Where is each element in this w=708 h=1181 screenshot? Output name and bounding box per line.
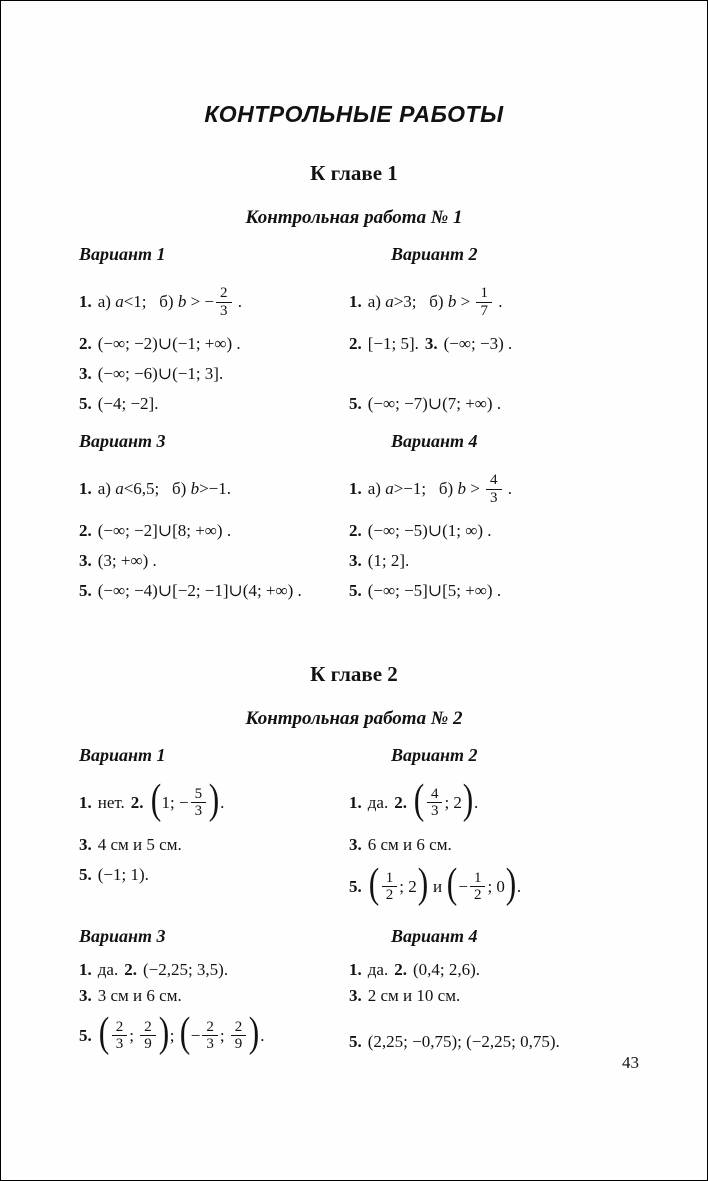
right-paren: ) bbox=[505, 861, 517, 908]
answer-line: 2. (−∞; −2)∪(−1; +∞) . bbox=[79, 334, 241, 354]
answer-line: 1. да. 2. (0,4; 2,6). bbox=[349, 960, 480, 980]
left-paren: ( bbox=[150, 777, 161, 824]
answer-line: 5. ( $\frac{1}{2}$ ; 2 ) и ( − $\frac{1}{2}$ ; 0 ) . bbox=[349, 861, 522, 908]
math-expression: ( $\frac{1}{2}$ ; 2 ) bbox=[368, 861, 428, 908]
answer-line: 2. (−∞; −2]∪[8; +∞) . bbox=[79, 521, 232, 541]
ch2-variant-2-block bbox=[349, 745, 661, 914]
math-expression: ( $\frac{4}{3}$ ; 2 ) bbox=[413, 777, 474, 824]
answer-line: 1. а) a >3; б) b > $\frac{1}{7}$ . bbox=[349, 285, 503, 319]
answer-line: 5. (−1; 1). bbox=[79, 865, 149, 885]
fraction: $\frac{2}{3}$ bbox=[216, 285, 232, 319]
right-paren: ) bbox=[462, 777, 474, 824]
ch2-variant-1-title: Вариант 1 bbox=[79, 745, 166, 765]
fraction: $\frac{1}{2}$ bbox=[382, 870, 398, 904]
chapter-1-row-2 bbox=[1, 431, 707, 606]
answer-line: 1. а) a >−1; б) b > $\frac{4}{3}$ . bbox=[349, 472, 513, 506]
answer-line: 3. 3 см и 6 см. bbox=[79, 986, 182, 1006]
fraction: $\frac{2}{3}$ bbox=[112, 1019, 128, 1053]
ch1-variant-4-block bbox=[349, 431, 661, 606]
left-paren: ( bbox=[98, 1010, 109, 1057]
fraction: $\frac{2}{3}$ bbox=[202, 1019, 218, 1053]
fraction: $\frac{4}{3}$ bbox=[427, 786, 443, 820]
chapter-2-heading: К главе 2 bbox=[310, 662, 398, 686]
chapter-2-row-2 bbox=[1, 926, 707, 1063]
fraction: $\frac{5}{3}$ bbox=[191, 786, 207, 820]
right-paren: ) bbox=[208, 777, 220, 824]
answer-line: 1. а) a <1; б) b > − $\frac{2}{3}$ . bbox=[79, 285, 243, 319]
ch1-variant-2-title: Вариант 2 bbox=[391, 244, 478, 264]
ch1-variant-1-title: Вариант 1 bbox=[79, 244, 166, 264]
ch2-variant-2-title: Вариант 2 bbox=[391, 745, 478, 765]
ch1-variant-3-block bbox=[79, 431, 349, 606]
ch1-variant-4-title: Вариант 4 bbox=[391, 431, 478, 451]
answer-line: 5. ( $\frac{2}{3}$ ; $\frac{2}{9}$ ) ; ( − $\frac{2}{3}$ ; $\frac{2}{9}$ ) . bbox=[79, 1010, 265, 1057]
answer-line: 2. [−1; 5]. 3. (−∞; −3) . bbox=[349, 334, 513, 354]
answer-line: 1. да. 2. (−2,25; 3,5). bbox=[79, 960, 229, 980]
answer-line: 1. да. 2. ( $\frac{4}{3}$ ; 2 ) . bbox=[349, 777, 479, 824]
answer-line: 5. (−∞; −7)∪(7; +∞) . bbox=[349, 394, 502, 414]
answer-line: 3. (3; +∞) . bbox=[79, 551, 157, 571]
chapter-1-work-heading: Контрольная работа № 1 bbox=[245, 207, 463, 228]
answer-line: 2. (−∞; −5)∪(1; ∞) . bbox=[349, 521, 492, 541]
answer-line: 5. (−∞; −5]∪[5; +∞) . bbox=[349, 581, 502, 601]
ch2-variant-3-title: Вариант 3 bbox=[79, 926, 166, 946]
page-title: КОНТРОЛЬНЫЕ РАБОТЫ bbox=[204, 101, 504, 127]
answer-line: 3. 6 см и 6 см. bbox=[349, 835, 452, 855]
fraction: $\frac{4}{3}$ bbox=[486, 472, 502, 506]
ch2-variant-1-block bbox=[79, 745, 349, 914]
left-paren: ( bbox=[368, 861, 379, 908]
left-paren: ( bbox=[413, 777, 425, 824]
right-paren: ) bbox=[417, 861, 428, 908]
ch2-variant-4-title: Вариант 4 bbox=[391, 926, 478, 946]
ch2-variant-4-block bbox=[349, 926, 661, 1063]
chapter-2-work-heading: Контрольная работа № 2 bbox=[245, 708, 463, 729]
answer-line: 1. а) a <6,5; б) b >−1. bbox=[79, 479, 232, 499]
left-paren: ( bbox=[179, 1010, 190, 1057]
answer-line: 3. (−∞; −6)∪(−1; 3]. bbox=[79, 364, 224, 384]
answer-line: 5. (−∞; −4)∪[−2; −1]∪(4; +∞) . bbox=[79, 581, 302, 601]
answer-line: 3. (1; 2]. bbox=[349, 551, 410, 571]
page-number: 43 bbox=[622, 1053, 639, 1072]
fraction: $\frac{1}{7}$ bbox=[476, 285, 492, 319]
right-paren: ) bbox=[249, 1010, 260, 1057]
ch1-variant-2-block bbox=[349, 244, 661, 419]
chapter-1-section bbox=[1, 161, 707, 606]
ch1-variant-3-title: Вариант 3 bbox=[79, 431, 166, 451]
chapter-1-row-1 bbox=[1, 244, 707, 419]
right-paren: ) bbox=[158, 1010, 169, 1057]
math-expression: ( − $\frac{1}{2}$ ; 0 ) bbox=[447, 861, 517, 908]
fraction: $\frac{1}{2}$ bbox=[470, 870, 486, 904]
answer-line: 5. (2,25; −0,75); (−2,25; 0,75). bbox=[349, 1032, 560, 1052]
chapter-2-section bbox=[1, 662, 707, 1063]
answer-line: 3. 2 см и 10 см. bbox=[349, 986, 461, 1006]
ch1-variant-1-block bbox=[79, 244, 349, 419]
fraction: $\frac{2}{9}$ bbox=[140, 1019, 156, 1053]
math-expression: ( $\frac{2}{3}$ ; $\frac{2}{9}$ ) bbox=[98, 1010, 169, 1057]
ch2-variant-3-block bbox=[79, 926, 349, 1063]
math-expression: ( 1; − $\frac{5}{3}$ ) bbox=[150, 777, 220, 824]
answer-line: 3. 4 см и 5 см. bbox=[79, 835, 182, 855]
chapter-1-heading: К главе 1 bbox=[310, 161, 398, 185]
chapter-2-row-1 bbox=[1, 745, 707, 914]
math-expression: ( − $\frac{2}{3}$ ; $\frac{2}{9}$ ) bbox=[179, 1010, 260, 1057]
left-paren: ( bbox=[447, 861, 458, 908]
answer-line: 5. (−4; −2]. bbox=[79, 394, 159, 414]
answer-line: 1. нет. 2. ( 1; − $\frac{5}{3}$ ) . bbox=[79, 777, 225, 824]
fraction: $\frac{2}{9}$ bbox=[231, 1019, 247, 1053]
